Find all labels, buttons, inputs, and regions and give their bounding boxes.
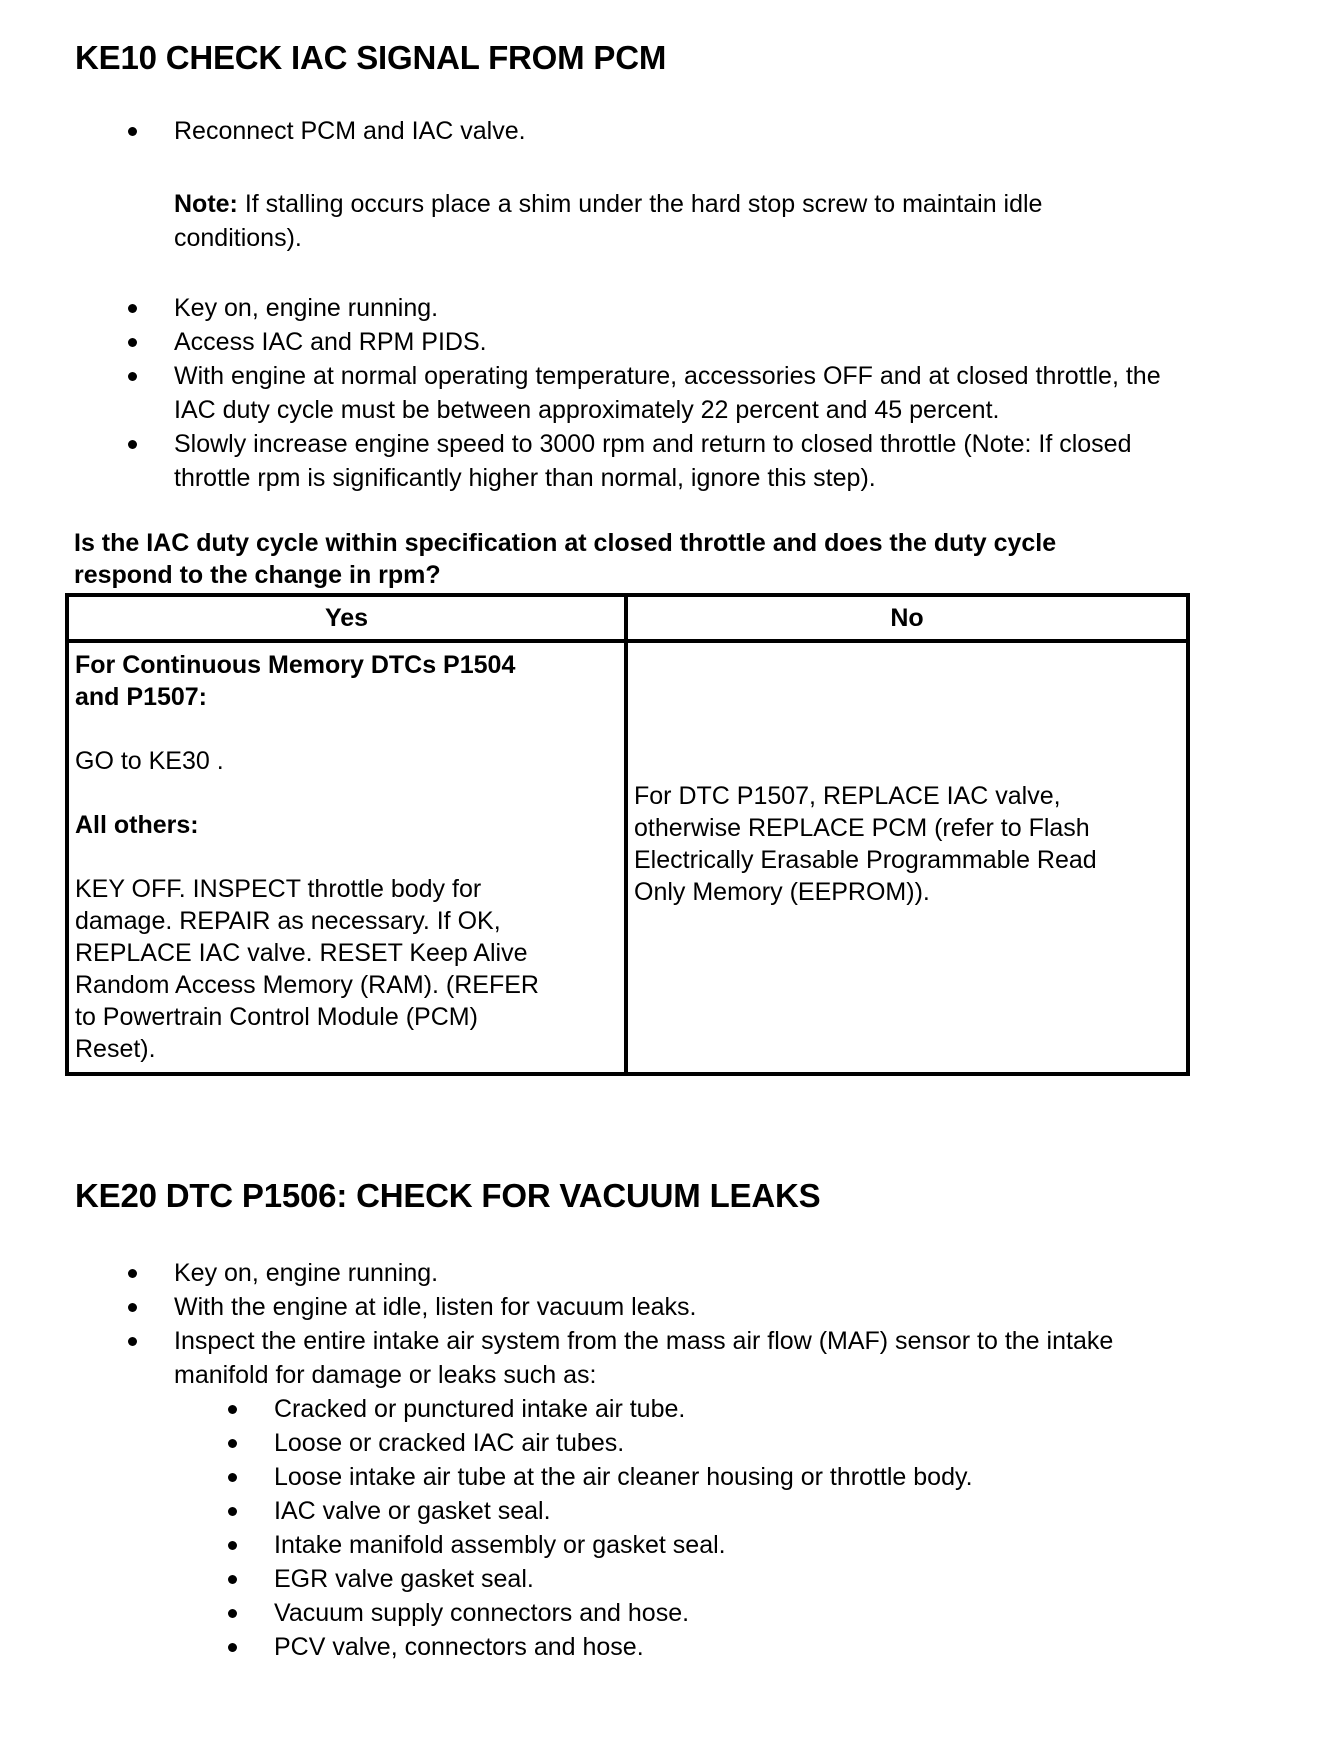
bullet-icon	[128, 304, 137, 313]
step-text: Key on, engine running.	[174, 294, 439, 322]
list-item	[0, 359, 1344, 427]
step-text: With engine at normal operating temperature, accessories OFF and at closed throttle, the	[174, 362, 1161, 390]
no-cell	[626, 641, 1188, 1074]
step-text: manifold for damage or leaks such as:	[174, 1361, 597, 1389]
sub-list-item	[0, 1460, 1344, 1494]
note-text-line1: If stalling occurs place a shim under the hard stop screw to maintain idle	[237, 190, 1043, 218]
sub-list-item	[0, 1528, 1344, 1562]
bullet-icon	[128, 372, 137, 381]
yes-cell	[67, 641, 626, 1074]
ke10-steps-list	[0, 291, 1344, 495]
bullet-icon	[228, 1473, 237, 1482]
list-item	[0, 325, 1344, 359]
step-text: Inspect the entire intake air system from the mass air flow (MAF) sensor to the intake	[174, 1327, 1114, 1355]
ke20-steps-list	[0, 1256, 1344, 1664]
sub-item-text: Cracked or punctured intake air tube.	[274, 1395, 686, 1423]
step-text: IAC duty cycle must be between approximately 22 percent and 45 percent.	[174, 396, 1000, 424]
yes-condition-1: For Continuous Memory DTCs P1504 and P1507:	[75, 651, 516, 711]
bullet-icon	[228, 1405, 237, 1414]
bullet-icon	[228, 1507, 237, 1516]
sub-item-text: Vacuum supply connectors and hose.	[274, 1599, 690, 1627]
go-to-ke30-link[interactable]: GO to KE30 .	[75, 747, 224, 775]
step-text: Reconnect PCM and IAC valve.	[174, 117, 526, 145]
decision-question	[74, 527, 1056, 591]
bullet-icon	[228, 1541, 237, 1550]
step-text: Access IAC and RPM PIDS.	[174, 328, 487, 356]
list-item	[0, 291, 1344, 325]
sub-list-item	[0, 1426, 1344, 1460]
step-text: Key on, engine running.	[174, 1259, 439, 1287]
list-item	[0, 1324, 1344, 1392]
list-item	[0, 1290, 1344, 1324]
yes-condition-2: All others:	[75, 811, 199, 839]
answer-table	[65, 593, 1190, 1076]
bullet-icon	[128, 1303, 137, 1312]
section-heading-ke10: KE10 CHECK IAC SIGNAL FROM PCM	[75, 39, 667, 76]
sub-list-item	[0, 1596, 1344, 1630]
sub-item-text: Loose or cracked IAC air tubes.	[274, 1429, 625, 1457]
no-action: For DTC P1507, REPLACE IAC valve, otherwise REPLACE PCM (refer to Flash Electrically Erasable Programmable Read Only Memory (EEPROM)).	[634, 781, 1097, 906]
yes-action-2: KEY OFF. INSPECT throttle body for damage. REPAIR as necessary. If OK, REPLACE IAC valve. RESET Keep Alive Random Access Memory (RAM). (REFER to Powertrain Control Module (PCM) Reset).	[75, 875, 539, 1063]
table-header-row	[67, 595, 1188, 641]
step-reconnect	[0, 114, 1344, 148]
sub-item-text: Intake manifold assembly or gasket seal.	[274, 1531, 726, 1559]
question-line1: Is the IAC duty cycle within specification at closed throttle and does the duty cycle	[74, 529, 1057, 557]
sub-list-item	[0, 1562, 1344, 1596]
bullet-icon	[228, 1439, 237, 1448]
bullet-icon	[228, 1609, 237, 1618]
bullet-icon	[128, 127, 137, 136]
step-text: throttle rpm is significantly higher than normal, ignore this step).	[174, 464, 876, 492]
header-no: No	[626, 595, 1188, 641]
sub-item-text: Loose intake air tube at the air cleaner housing or throttle body.	[274, 1463, 973, 1491]
sub-item-text: EGR valve gasket seal.	[274, 1565, 534, 1593]
note-block	[174, 187, 1042, 255]
note-text-line2: conditions).	[174, 224, 302, 252]
list-item	[0, 1256, 1344, 1290]
sub-item-text: IAC valve or gasket seal.	[274, 1497, 551, 1525]
sub-list-item	[0, 1630, 1344, 1664]
bullet-icon	[128, 1269, 137, 1278]
bullet-icon	[228, 1575, 237, 1584]
step-text: With the engine at idle, listen for vacuum leaks.	[174, 1293, 697, 1321]
bullet-icon	[228, 1643, 237, 1652]
sub-list-item	[0, 1494, 1344, 1528]
question-line2: respond to the change in rpm?	[74, 561, 441, 589]
bullet-icon	[128, 440, 137, 449]
section-heading-ke20: KE20 DTC P1506: CHECK FOR VACUUM LEAKS	[75, 1177, 821, 1214]
sub-item-text: PCV valve, connectors and hose.	[274, 1633, 644, 1661]
bullet-icon	[128, 1337, 137, 1346]
note-label: Note:	[174, 190, 238, 218]
bullet-icon	[128, 338, 137, 347]
list-item	[0, 427, 1344, 495]
table-row	[67, 641, 1188, 1074]
step-text: Slowly increase engine speed to 3000 rpm and return to closed throttle (Note: If closed	[174, 430, 1132, 458]
sub-list-item	[0, 1392, 1344, 1426]
header-yes: Yes	[67, 595, 626, 641]
